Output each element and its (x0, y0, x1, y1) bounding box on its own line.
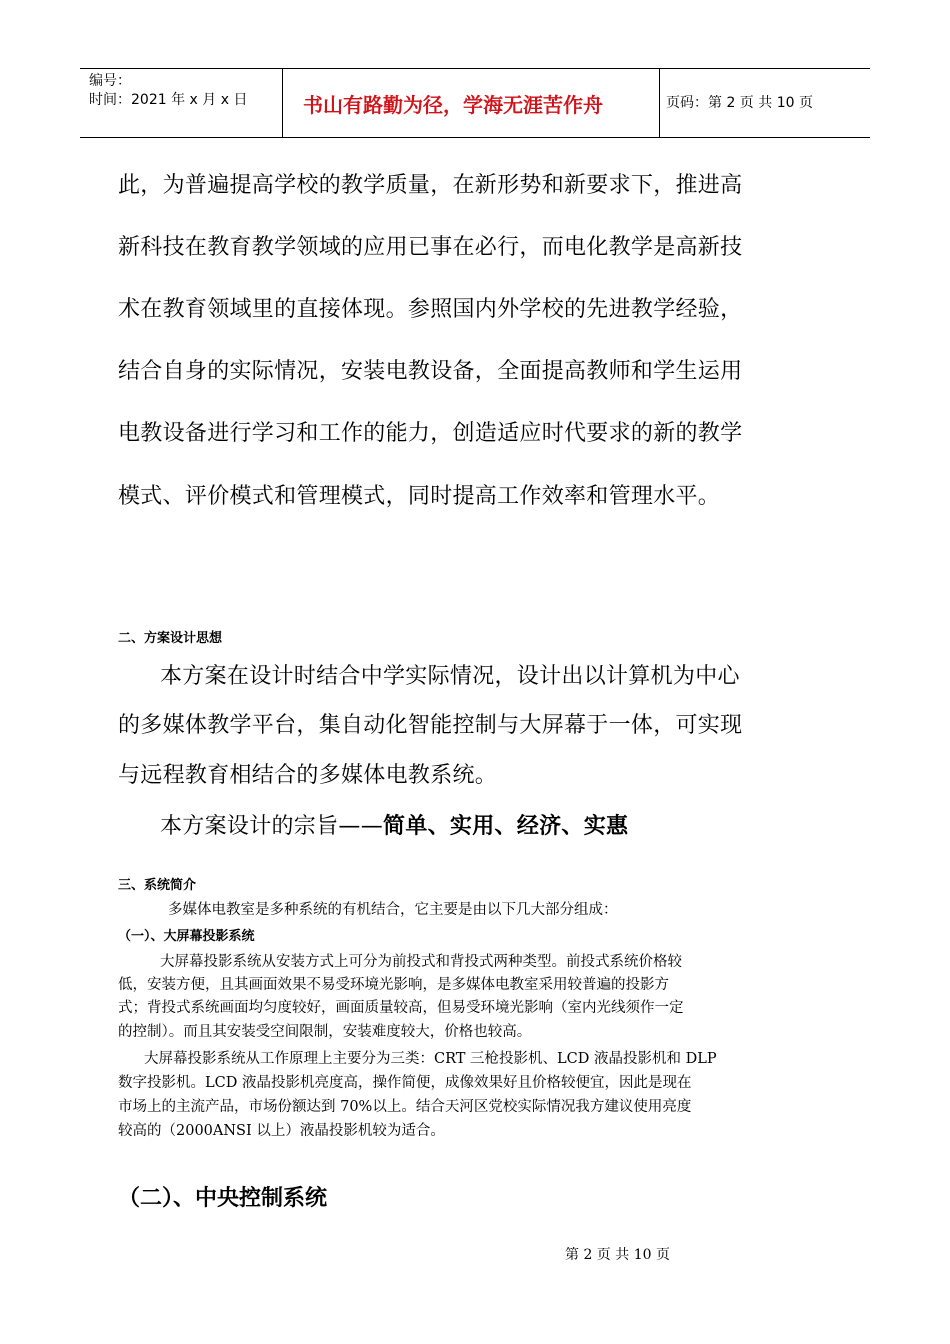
header-info-cell (80, 69, 283, 137)
section2-line: 的多媒体教学平台，集自动化智能控制与大屏幕于一体，可实现 (118, 713, 743, 738)
document-header (80, 68, 870, 138)
section2-line: 本方案在设计时结合中学实际情况，设计出以计算机为中心 (160, 664, 740, 689)
section2-aim (160, 813, 628, 841)
section3-intro: 多媒体电教室是多种系统的有机结合，它主要是由以下几大部分组成： (168, 902, 618, 918)
aim-prefix: 本方案设计的宗旨—— (160, 814, 384, 839)
time-label: 时间：2021 年 x 月 x 日 (89, 92, 248, 108)
para1-line: 式；背投式系统画面均匀度较好，画面质量较高，但易受环境光影响（室内光线须作一定 (118, 1000, 684, 1016)
section-heading: 二、方案设计思想 (118, 631, 223, 646)
page-footer: 第 2 页 共 10 页 (565, 1247, 670, 1263)
intro-line: 新科技在教育教学领域的应用已事在必行，而电化教学是高新技 (118, 235, 743, 260)
subsection-heading: （二）、中央控制系统 (118, 1186, 328, 1211)
para2-line: 较高的（2000ANSI 以上）液晶投影机较为适合。 (118, 1123, 445, 1139)
intro-line: 电教设备进行学习和工作的能力，创造适应时代要求的新的教学 (118, 421, 743, 446)
para2-line: 市场上的主流产品，市场份额达到 70%以上。结合天河区党校实际情况我方建议使用亮度 (118, 1099, 692, 1115)
para1-line: 的控制）。而且其安装受空间限制，安装难度较大，价格也较高。 (118, 1024, 532, 1040)
intro-line: 模式、评价模式和管理模式，同时提高工作效率和管理水平。 (118, 484, 721, 509)
para2-line: 大屏幕投影系统从工作原理上主要分为三类：CRT 三枪投影机、LCD 液晶投影机和 DLP (144, 1051, 717, 1067)
intro-line: 术在教育领域里的直接体现。参照国内外学校的先进教学经验， (118, 297, 743, 322)
number-label: 编号： (89, 73, 131, 89)
header-motto-cell (283, 69, 660, 137)
section2-line: 与远程教育相结合的多媒体电教系统。 (118, 763, 498, 788)
section-heading: 三、系统简介 (118, 878, 197, 893)
header-page-cell (660, 69, 870, 137)
intro-line: 结合自身的实际情况，安装电教设备，全面提高教师和学生运用 (118, 359, 743, 384)
para1-line: 大屏幕投影系统从安装方式上可分为前投式和背投式两种类型。前投式系统价格较 (160, 954, 682, 970)
para1-line: 低，安装方便，且其画面效果不易受环境光影响，是多媒体电教室采用较普遍的投影方 (118, 977, 669, 993)
para2-line: 数字投影机。LCD 液晶投影机亮度高，操作简便，成像效果好且价格较便宜，因此是现在 (118, 1075, 692, 1091)
subsection-heading: （一）、大屏幕投影系统 (118, 929, 255, 944)
motto-text: 书山有路勤为径，学海无涯苦作舟 (303, 93, 603, 117)
page-number-label: 页码：第 2 页 共 10 页 (666, 95, 813, 111)
intro-line: 此，为普遍提高学校的教学质量，在新形势和新要求下，推进高 (118, 173, 743, 198)
aim-keywords: 简单、实用、经济、实惠 (383, 814, 629, 839)
